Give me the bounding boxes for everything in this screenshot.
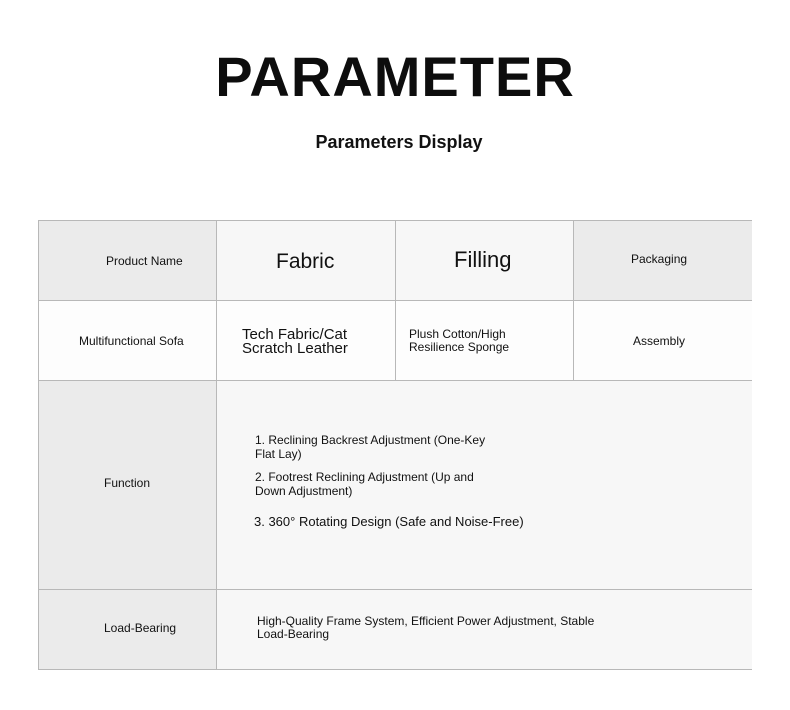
value-cell-fabric	[217, 301, 396, 381]
header-cell-fabric	[217, 221, 396, 301]
value-cell-packaging	[574, 301, 752, 381]
page-title: PARAMETER	[215, 45, 575, 108]
header-cell-filling	[396, 221, 574, 301]
header-filling-label: Filling	[454, 247, 512, 272]
header-cell-packaging	[574, 221, 752, 301]
function-item-1-line1: 1. Reclining Backrest Adjustment (One-Key	[255, 433, 486, 447]
load-bearing-value-cell	[217, 590, 752, 669]
product-name-value: Multifunctional Sofa	[79, 334, 184, 348]
fabric-value-line2: Scratch Leather	[242, 340, 348, 357]
packaging-value: Assembly	[633, 334, 686, 348]
header-product-name-label: Product Name	[106, 254, 183, 268]
function-item-1-line2: Flat Lay)	[255, 447, 302, 461]
function-value-cell	[217, 381, 752, 590]
load-bearing-value-line2: Load-Bearing	[257, 627, 330, 641]
value-cell-filling	[396, 301, 574, 381]
load-bearing-label: Load-Bearing	[104, 621, 177, 635]
header-fabric-label: Fabric	[276, 250, 335, 273]
function-item-3: 3. 360° Rotating Design (Safe and Noise-Free)	[254, 514, 524, 529]
load-bearing-value-line1: High-Quality Frame System, Efficient Power Adjustment, Stable	[257, 614, 595, 628]
function-item-2-line1: 2. Footrest Reclining Adjustment (Up and	[255, 470, 474, 484]
header-packaging-label: Packaging	[631, 252, 688, 266]
fabric-value-line1: Tech Fabric/Cat	[242, 326, 348, 343]
load-bearing-label-cell	[39, 590, 217, 669]
filling-value-line2: Resilience Sponge	[409, 340, 510, 354]
function-item-2-line2: Down Adjustment)	[255, 484, 353, 498]
header-cell-product-name	[39, 221, 217, 301]
function-label: Function	[104, 476, 151, 490]
parameter-table	[38, 220, 752, 670]
value-cell-product-name	[39, 301, 217, 381]
filling-value-line1: Plush Cotton/High	[409, 327, 506, 341]
function-label-cell	[39, 381, 217, 590]
page-subtitle: Parameters Display	[315, 132, 483, 152]
